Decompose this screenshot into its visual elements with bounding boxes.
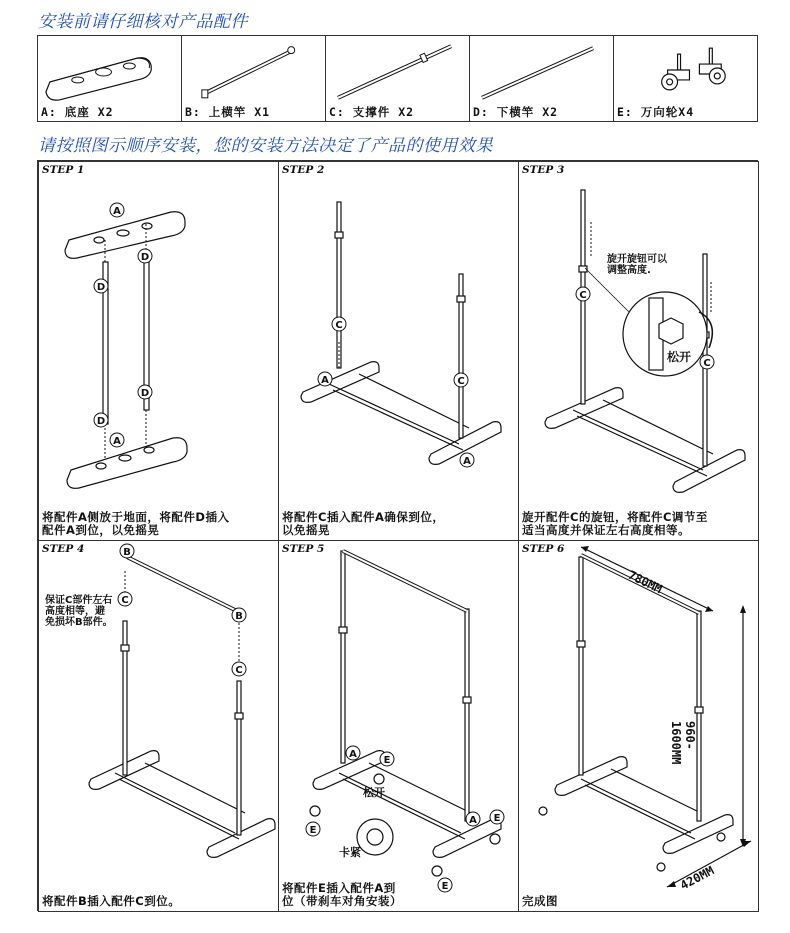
part-e bbox=[614, 36, 757, 121]
caster-wheel-icon bbox=[614, 36, 757, 106]
knob-tip: 旋开旋钮可以 调整高度. bbox=[607, 254, 667, 276]
step-2-panel bbox=[278, 161, 519, 541]
part-a-marker: A bbox=[113, 206, 121, 217]
step-5-panel bbox=[278, 540, 519, 912]
part-c bbox=[326, 36, 470, 121]
part-a bbox=[38, 36, 182, 121]
step-title: STEP 2 bbox=[282, 164, 325, 176]
part-d-marker: D bbox=[140, 388, 150, 399]
width-dimension: 780MM bbox=[625, 567, 665, 597]
part-d-marker: D bbox=[96, 282, 106, 293]
part-a-marker: A bbox=[113, 436, 121, 447]
check-parts-heading: 安装前请仔细核对产品配件 bbox=[38, 12, 248, 32]
step-6-panel bbox=[518, 540, 759, 912]
part-a-marker: A bbox=[349, 749, 357, 760]
step-caption: 将配件E插入配件A到 位（带刹车对角安装） bbox=[282, 881, 402, 908]
part-label: C: 支撑件 X2 bbox=[329, 105, 415, 119]
part-e-marker: E bbox=[493, 813, 501, 824]
step-caption: 将配件A侧放于地面，将配件D插入 配件A到位，以免摇晃 bbox=[42, 510, 230, 537]
depth-dimension: 420MM bbox=[677, 863, 717, 893]
part-e-marker: E bbox=[383, 755, 391, 766]
part-e-marker: E bbox=[441, 881, 449, 892]
step-caption: 将配件B插入配件C到位。 bbox=[42, 894, 181, 908]
parts-list bbox=[37, 35, 758, 122]
bottom-bar-icon bbox=[470, 36, 613, 106]
steps-grid bbox=[37, 160, 758, 911]
part-c-marker: C bbox=[335, 320, 343, 331]
step-5-illustration bbox=[279, 541, 519, 912]
step-1-illustration bbox=[39, 162, 279, 541]
support-pole-icon bbox=[326, 36, 469, 106]
part-b-marker: B bbox=[123, 547, 131, 558]
part-d-marker: D bbox=[140, 252, 150, 263]
base-foot-icon bbox=[38, 36, 181, 106]
height-dimension: 960-1600MM bbox=[669, 721, 697, 765]
part-c-marker: C bbox=[703, 358, 711, 369]
part-label: A: 底座 X2 bbox=[41, 105, 114, 119]
step-6-illustration bbox=[519, 541, 759, 912]
part-c-marker: C bbox=[235, 665, 243, 676]
step4-tip: 保证C部件左右 高度相等，避 免损坏B部件。 bbox=[45, 595, 113, 628]
step-caption: 将配件C插入配件A确保到位， 以免摇晃 bbox=[282, 510, 445, 537]
part-d bbox=[470, 36, 614, 121]
install-order-heading: 请按照图示顺序安装，您的安装方法决定了产品的使用效果 bbox=[38, 136, 493, 156]
part-label: D: 下横竿 X2 bbox=[473, 105, 559, 119]
part-c-marker: C bbox=[121, 595, 129, 606]
part-a-marker: A bbox=[321, 375, 329, 386]
part-b-marker: B bbox=[235, 611, 243, 622]
step-title: STEP 3 bbox=[522, 164, 565, 176]
loosen-label: 松开 bbox=[363, 786, 385, 799]
step-title: STEP 6 bbox=[522, 543, 565, 555]
step-title: STEP 4 bbox=[42, 543, 85, 555]
part-a-marker: A bbox=[469, 815, 477, 826]
step-3-panel bbox=[518, 161, 759, 541]
step-3-illustration bbox=[519, 162, 759, 541]
step-4-panel bbox=[38, 540, 279, 912]
step-caption: 旋开配件C的旋钮，将配件C调节至 适当高度并保证左右高度相等。 bbox=[522, 510, 708, 537]
part-d-marker: D bbox=[96, 416, 106, 427]
top-bar-icon bbox=[182, 36, 325, 106]
part-e-marker: E bbox=[309, 825, 317, 836]
step-1-panel bbox=[38, 161, 279, 541]
loosen-label: 松开 bbox=[667, 350, 692, 364]
part-label: E: 万向轮X4 bbox=[617, 105, 695, 119]
part-c-marker: C bbox=[457, 376, 465, 387]
step-title: STEP 1 bbox=[42, 164, 85, 176]
step-title: STEP 5 bbox=[282, 543, 325, 555]
lock-label: 卡紧 bbox=[339, 846, 361, 859]
part-c-marker: C bbox=[579, 290, 587, 301]
part-a-marker: A bbox=[463, 456, 471, 467]
step-caption: 完成图 bbox=[522, 894, 558, 908]
step-2-illustration bbox=[279, 162, 519, 541]
part-b bbox=[182, 36, 326, 121]
part-label: B: 上横竿 X1 bbox=[185, 105, 271, 119]
